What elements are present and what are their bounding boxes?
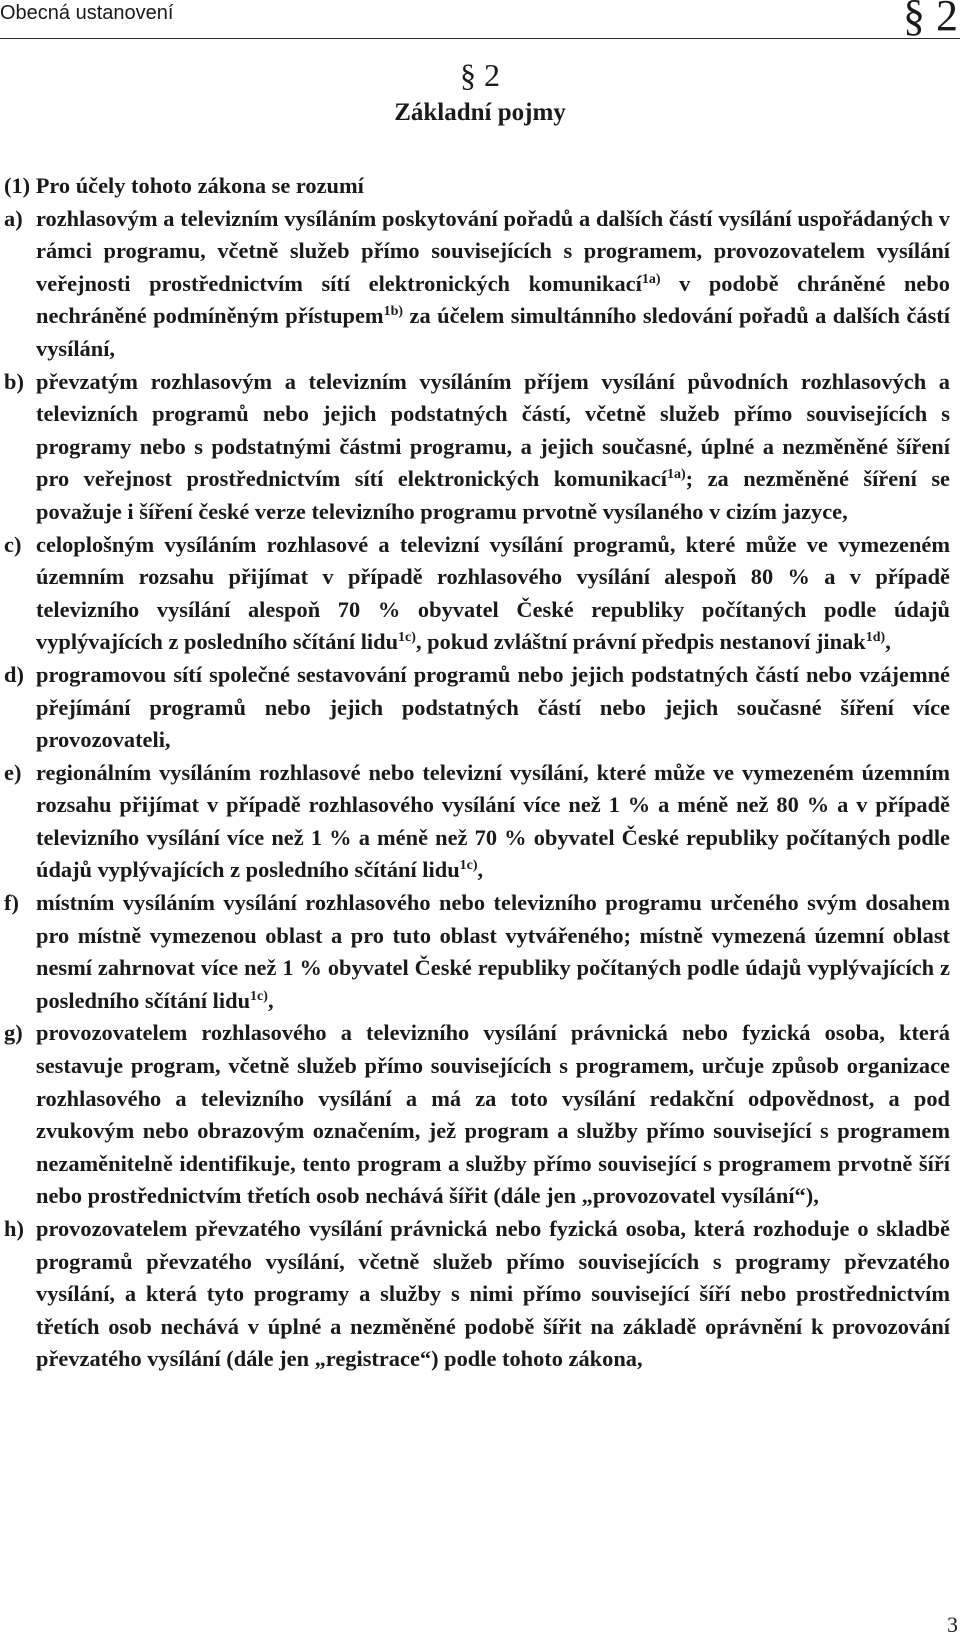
item-text [36, 1213, 950, 1376]
definition-item [4, 203, 950, 366]
footnote-ref: 1c) [250, 988, 268, 1004]
item-label: g) [4, 1020, 23, 1046]
item-label: c) [4, 531, 22, 557]
item-label: d) [4, 661, 24, 687]
text-segment: provozovatelem převzatého vysílání právnická nebo fyzická osoba, která rozhoduje o skladbě programů převzatého vysílání, včetně služeb přímo souvisejících s programy převzatého vysílání, a která tyto programy a služby s nimi přímo související šíří nebo prostřednictvím třetích osob nechává v úplné a nezměněné podobě šířit na základě oprávnění k provozování převzatého vysílání (dále jen „registrace“) podle tohoto zákona, [36, 1216, 950, 1372]
footnote-ref: 1a) [666, 467, 686, 483]
definition-item [4, 757, 950, 887]
intro-paragraph: (1) Pro účely tohoto zákona se rozumí [4, 173, 364, 198]
footnote-ref: 1c) [398, 630, 416, 646]
footnote-ref: 1a) [641, 271, 661, 287]
item-text [36, 203, 950, 366]
definition-list [4, 203, 950, 1376]
text-segment: , [267, 987, 274, 1013]
definitions-body [4, 170, 950, 1376]
definition-item [4, 529, 950, 659]
item-text [36, 529, 950, 659]
text-segment: ; za nezměněné šíření se považuje i šíření české verze televizního programu prvotně vysílaného v cizím jazyce, [36, 466, 950, 524]
definition-item [4, 659, 950, 757]
definition-item [4, 1213, 950, 1376]
footnote-ref: 1b) [383, 304, 404, 320]
item-label: b) [4, 368, 24, 394]
item-label: h) [4, 1216, 24, 1241]
item-text [36, 659, 950, 757]
text-segment: programovou sítí společné sestavování programů nebo jejich podstatných částí nebo vzájemné přejímání programů nebo jejich podstatných částí nebo jejich současné šíření více provozovateli, [36, 661, 950, 753]
item-label: f) [4, 890, 19, 916]
text-segment: převzatým rozhlasovým a televizním vysíláním příjem vysílání původních rozhlasových a televizních programů nebo jejich podstatných částí, včetně služeb přímo souvisejících s programy nebo s podstatnými částmi programu, a jejich současné, úplné a nezměněné šíření pro veřejnost prostřednictvím sítí elektronických komunikací [36, 368, 950, 492]
text-segment: , [477, 857, 484, 883]
text-segment: celoplošným vysíláním rozhlasové a televizní vysílání programů, které může ve vymezeném územním rozsahu přijímat v případě rozhlasového vysílání alespoň 80 % a v případě televizního vysílání alespoň 70 % obyvatel České republiky počítaných podle údajů vyplývajících z posledního sčítání lidu [36, 531, 950, 655]
text-segment: za účelem simultánního sledování pořadů a dalších částí vysílání, [36, 303, 950, 361]
item-label: a) [4, 205, 23, 231]
item-text [36, 757, 950, 887]
item-text [36, 366, 950, 529]
page-number: 3 [947, 1612, 958, 1637]
section-number: § 2 [460, 57, 500, 93]
text-segment: regionálním vysíláním rozhlasové nebo televizní vysílání, které může ve vymezeném územním rozsahu přijímat v případě rozhlasového vysílání více než 1 % a méně než 80 % a v případě televizního vysílání více než 1 % a méně než 70 % obyvatel České republiky počítaných podle údajů vyplývajících z posledního sčítání lidu [36, 759, 950, 883]
text-segment: , [885, 629, 891, 655]
footnote-ref: 1d) [865, 630, 886, 646]
text-segment: v podobě chráněné nebo nechráněné podmíněným přístupem [36, 270, 950, 329]
item-label: e) [4, 759, 22, 785]
definition-item [4, 1017, 950, 1213]
definition-item [4, 366, 950, 529]
item-text [36, 1017, 950, 1213]
item-text [36, 887, 950, 1017]
text-segment: provozovatelem rozhlasového a televizního vysílání právnická nebo fyzická osoba, která sestavuje program, včetně služeb přímo souvisejících s programem, určuje způsob organizace rozhlasového a televizního vysílání a má za toto vysílání redakční odpovědnost, a pod zvukovým nebo obrazovým označením, jež program a služby přímo související s programem nezaměnitelně identifikuje, tento program a služby přímo související s programem prvotně šíří nebo prostřednictvím třetích osob nechává šířit (dále jen „provozovatel vysílání“), [36, 1020, 950, 1209]
text-segment: místním vysíláním vysílání rozhlasového nebo televizního programu určeného svým dosahem pro místně vymezenou oblast a pro tuto oblast vytvářeného; místně vymezená územní oblast nesmí zahrnovat více než 1 % obyvatel České republiky počítaných podle údajů vyplývajících z posledního sčítání lidu [36, 890, 950, 1013]
section-title: Základní pojmy [394, 99, 566, 126]
header-section-symbol: § 2 [903, 0, 958, 40]
definition-item [4, 887, 950, 1017]
page-header [0, 0, 960, 39]
text-segment: , pokud zvláštní právní předpis nestanoví jinak [415, 629, 866, 655]
footnote-ref: 1c) [459, 858, 478, 874]
running-head: Obecná ustanovení [0, 2, 174, 24]
text-segment: rozhlasovým a televizním vysíláním poskytování pořadů a dalších částí vysílání uspořádaných v rámci programu, včetně služeb přímo souvisejících s programem, provozovatelem vysílání veřejnosti prostřednictvím sítí elektronických komunikací [36, 205, 950, 296]
